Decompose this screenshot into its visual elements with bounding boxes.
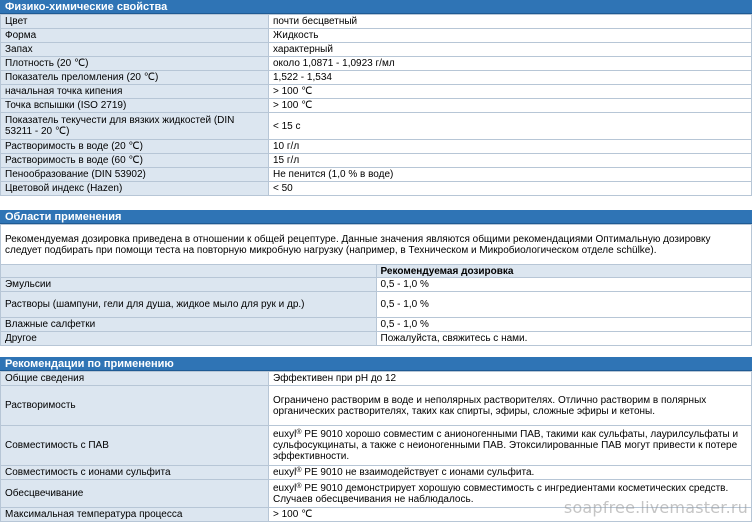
row-value: 0,5 - 1,0 % (376, 318, 752, 332)
row-value-text: PE 9010 хорошо совместим с анионогенными ПАВ, такими как сульфаты, лаурилсульфаты и сульфосукцинаты, а также с неионогенными ПАВ. Этоксилированные ПАВ могут привести к потере эффективности. (273, 429, 739, 462)
table-row (1, 57, 752, 71)
row-label: Общие сведения (1, 372, 269, 386)
application-intro: Рекомендуемая дозировка приведена в отношении к общей рецептуре. Данные значения являются общими рекомендациями Оптимальную дозировку следует подбирать при помощи теста на повторную микробную нагрузку (например, в Техническом и Микробиологическом отделе schülke). (1, 225, 752, 265)
row-value: > 100 ℃ (269, 508, 752, 522)
row-value: характерный (269, 43, 752, 57)
brand-name: euxyl (273, 429, 297, 440)
row-value: 0,5 - 1,0 % (376, 292, 752, 318)
physchem-table (0, 14, 752, 196)
row-label: Показатель преломления (20 ℃) (1, 71, 269, 85)
row-label: Другое (1, 332, 377, 346)
registered-mark: ® (296, 429, 302, 436)
row-label: Форма (1, 29, 269, 43)
dosage-header: Рекомендуемая дозировка (376, 265, 752, 278)
table-row (1, 292, 752, 318)
row-label: Пенообразование (DIN 53902) (1, 168, 269, 182)
table-row (1, 466, 752, 480)
row-label: Растворы (шампуни, гели для душа, жидкое мыло для рук и др.) (1, 292, 377, 318)
row-value: 15 г/л (269, 154, 752, 168)
section-header-recommendations: Рекомендации по применению (0, 357, 752, 371)
brand-name: euxyl (273, 467, 297, 478)
row-value (269, 466, 752, 480)
watermark: soapfree.livemaster.ru (563, 498, 748, 517)
row-label: Совместимость с ПАВ (1, 426, 269, 466)
table-row (1, 225, 752, 265)
table-row (1, 154, 752, 168)
row-label (1, 265, 377, 278)
table-row (1, 29, 752, 43)
row-value-text: PE 9010 не взаимодействует с ионами сульфита. (301, 467, 535, 478)
row-value: < 15 с (269, 113, 752, 140)
table-row (1, 426, 752, 466)
row-value: 0,5 - 1,0 % (376, 278, 752, 292)
table-row (1, 318, 752, 332)
row-value: Эффективен при pH до 12 (269, 372, 752, 386)
row-value: Ограничено растворим в воде и неполярных растворителях. Отлично растворим в полярных органических растворителях, таких как спирты, эфиры, сложные эфиры и кетоны. (269, 386, 752, 426)
row-value: Не пенится (1,0 % в воде) (269, 168, 752, 182)
row-value: почти бесцветный (269, 15, 752, 29)
row-value: 1,522 - 1,534 (269, 71, 752, 85)
row-label: Точка вспышки (ISO 2719) (1, 99, 269, 113)
section-header-application: Области применения (0, 210, 752, 224)
row-value-text: PE 9010 демонстрирует хорошую совместимость с ингредиентами косметических средств. Случаев обесцвечивания не наблюдалось. (273, 482, 729, 505)
section-header-physchem: Физико-химические свойства (0, 0, 752, 14)
row-label: Совместимость с ионами сульфита (1, 466, 269, 480)
row-label: Растворимость в воде (60 ℃) (1, 154, 269, 168)
row-label: начальная точка кипения (1, 85, 269, 99)
table-row (1, 332, 752, 346)
row-value: около 1,0871 - 1,0923 г/мл (269, 57, 752, 71)
row-label: Плотность (20 ℃) (1, 57, 269, 71)
row-value (269, 426, 752, 466)
table-row (1, 168, 752, 182)
table-row (1, 140, 752, 154)
application-table (0, 224, 752, 346)
row-value: Жидкость (269, 29, 752, 43)
table-row (1, 113, 752, 140)
row-label: Эмульсии (1, 278, 377, 292)
row-label: Цветовой индекс (Hazen) (1, 182, 269, 196)
row-value: 10 г/л (269, 140, 752, 154)
row-value: Пожалуйста, свяжитесь с нами. (376, 332, 752, 346)
registered-mark: ® (296, 482, 302, 490)
row-label: Запах (1, 43, 269, 57)
table-row (1, 265, 752, 278)
table-row (1, 99, 752, 113)
row-label: Растворимость (1, 386, 269, 426)
brand-name: euxyl (273, 482, 297, 494)
table-row (1, 15, 752, 29)
row-label: Обесцвечивание (1, 480, 269, 508)
row-value: < 50 (269, 182, 752, 196)
row-label: Показатель текучести для вязких жидкостей (DIN 53211 - 20 ℃) (1, 113, 269, 140)
row-value: > 100 ℃ (269, 85, 752, 99)
table-row (1, 43, 752, 57)
row-value: > 100 ℃ (269, 99, 752, 113)
table-row (1, 182, 752, 196)
table-row (1, 71, 752, 85)
row-label: Влажные салфетки (1, 318, 377, 332)
registered-mark: ® (296, 467, 302, 474)
table-row (1, 372, 752, 386)
row-label: Цвет (1, 15, 269, 29)
table-row (1, 278, 752, 292)
table-row (1, 85, 752, 99)
row-label: Максимальная температура процесса (1, 508, 269, 522)
table-row (1, 386, 752, 426)
row-label: Растворимость в воде (20 ℃) (1, 140, 269, 154)
